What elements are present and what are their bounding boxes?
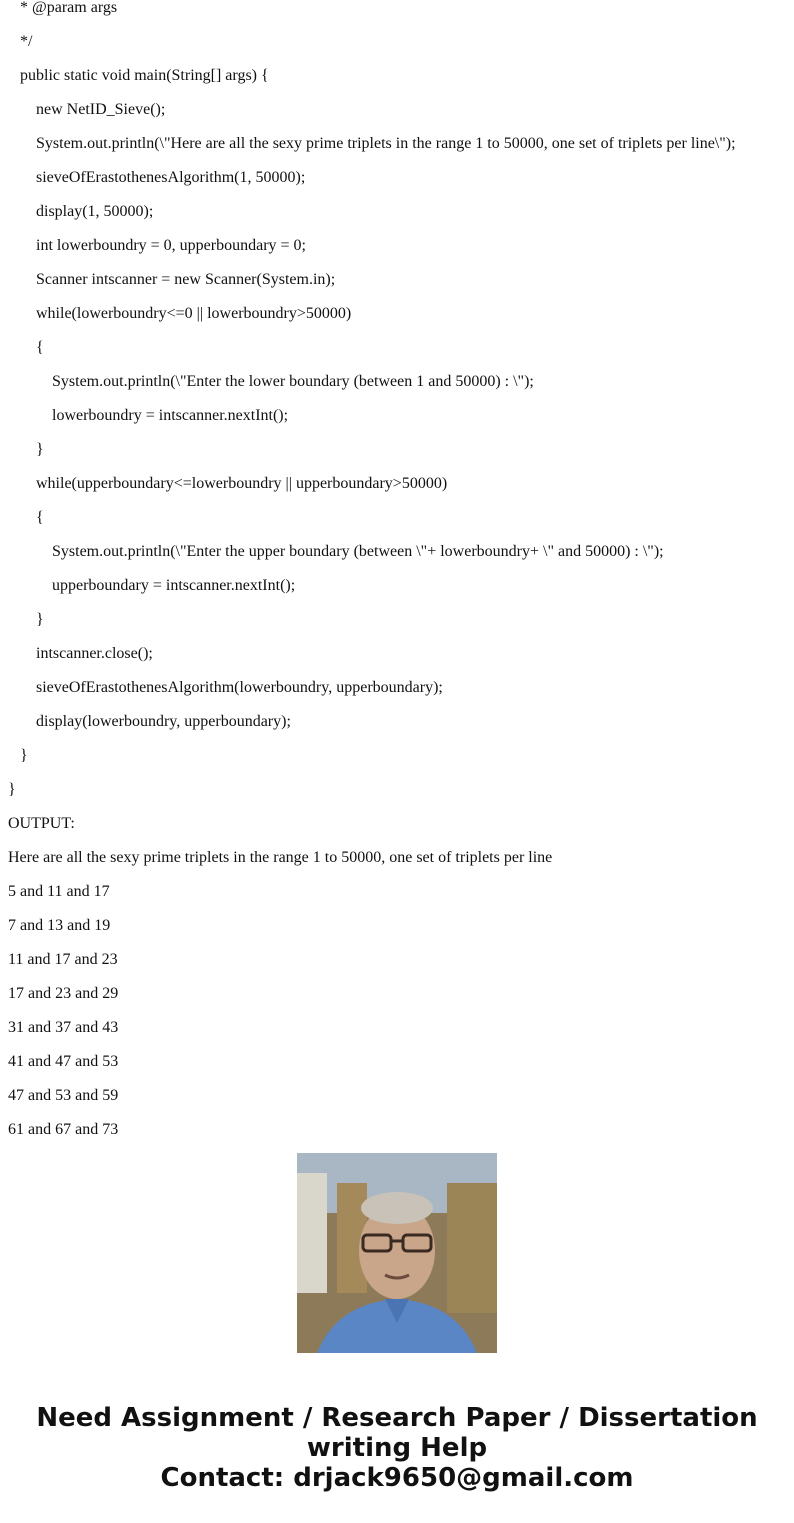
code-line: Scanner intscanner = new Scanner(System.in); [36,271,336,288]
footer-banner [0,1403,794,1493]
code-line: new NetID_Sieve(); [36,101,166,118]
code-line: intscanner.close(); [36,645,153,662]
footer-contact-text: Contact: drjack9650@gmail.com [160,1463,634,1493]
output-line: 5 and 11 and 17 [8,883,110,900]
code-line: } [8,781,16,798]
code-line: public static void main(String[] args) { [20,67,269,84]
code-line: { [36,339,44,356]
output-line: 31 and 37 and 43 [8,1019,119,1036]
document-content [8,0,788,1147]
output-line: 11 and 17 and 23 [8,951,118,968]
code-line: sieveOfErastothenesAlgorithm(lowerboundry, upperboundary); [36,679,443,696]
code-line: * @param args [20,0,118,16]
code-line: display(lowerboundry, upperboundary); [36,713,291,730]
output-line: 7 and 13 and 19 [8,917,111,934]
code-line: System.out.println(\"Enter the upper boundary (between \"+ lowerboundry+ \" and 50000) : \"); [52,543,664,560]
output-line: 61 and 67 and 73 [8,1121,119,1138]
code-line: */ [20,33,33,50]
code-line: display(1, 50000); [36,203,154,220]
code-line: System.out.println(\"Enter the lower boundary (between 1 and 50000) : \"); [52,373,534,390]
avatar-portrait-image [297,1153,497,1353]
code-line: } [36,441,44,458]
code-line: } [20,747,28,764]
output-line: 17 and 23 and 29 [8,985,119,1002]
output-line: 41 and 47 and 53 [8,1053,119,1070]
code-line: lowerboundry = intscanner.nextInt(); [52,407,289,424]
author-avatar [297,1153,497,1353]
output-line: 47 and 53 and 59 [8,1087,119,1104]
code-line: while(upperboundary<=lowerboundry || upperboundary>50000) [36,475,448,492]
footer-help-text: Need Assignment / Research Paper / Dissertation writing Help [36,1403,758,1463]
code-line: upperboundary = intscanner.nextInt(); [52,577,296,594]
code-line: int lowerboundry = 0, upperboundary = 0; [36,237,306,254]
code-line: while(lowerboundry<=0 || lowerboundry>50000) [36,305,352,322]
code-line: System.out.println(\"Here are all the sexy prime triplets in the range 1 to 50000, one set of triplets per line\"); [36,135,736,152]
output-line: Here are all the sexy prime triplets in the range 1 to 50000, one set of triplets per line [8,849,553,866]
output-label: OUTPUT: [8,815,75,832]
code-line: { [36,509,44,526]
code-line: } [36,611,44,628]
code-line: sieveOfErastothenesAlgorithm(1, 50000); [36,169,306,186]
